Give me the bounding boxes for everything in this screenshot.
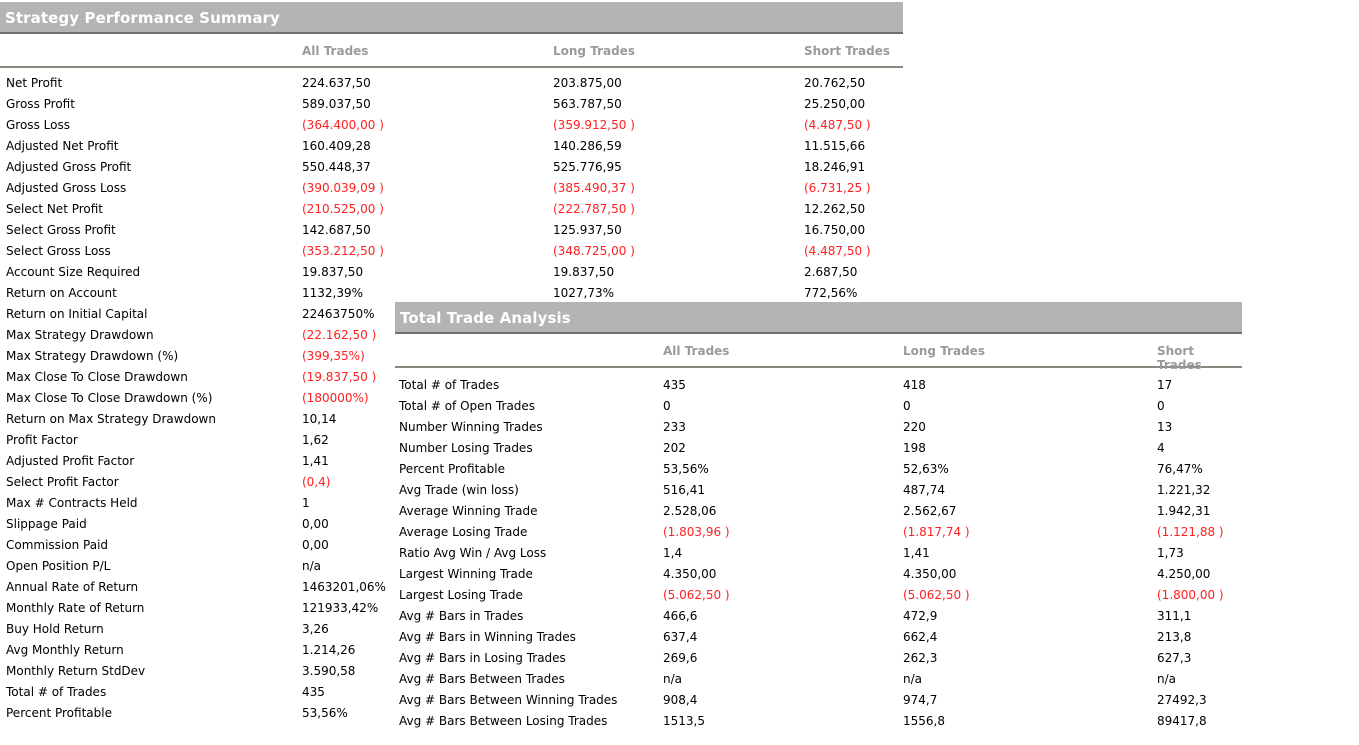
row-label: Adjusted Profit Factor — [6, 454, 135, 468]
panel-title: Strategy Performance Summary — [5, 9, 280, 27]
row-label: Monthly Rate of Return — [6, 601, 145, 615]
row-label: Total # of Trades — [6, 685, 107, 699]
value-long-trades: 198 — [903, 441, 926, 455]
value-all-trades: (19.837,50 ) — [302, 370, 377, 384]
value-all-trades: 1 — [302, 496, 310, 510]
column-header-long-trades: Long Trades — [903, 344, 985, 358]
row-label: Gross Profit — [6, 97, 75, 111]
table-row — [395, 711, 1242, 732]
value-long-trades: 662,4 — [903, 630, 938, 644]
value-all-trades: 53,56% — [663, 462, 709, 476]
value-all-trades: 1,4 — [663, 546, 683, 560]
value-short-trades: 1.942,31 — [1157, 504, 1211, 518]
table-row — [395, 459, 1242, 480]
trade-analysis-rows — [395, 375, 1242, 732]
row-label: Adjusted Gross Loss — [6, 181, 127, 195]
value-long-trades: 1027,73% — [553, 286, 615, 300]
value-all-trades: (22.162,50 ) — [302, 328, 377, 342]
table-row — [0, 73, 903, 94]
row-label: Percent Profitable — [399, 462, 505, 476]
value-short-trades: 2.687,50 — [804, 265, 858, 279]
value-all-trades: 1513,5 — [663, 714, 705, 728]
value-short-trades: 4 — [1157, 441, 1165, 455]
table-row — [395, 669, 1242, 690]
row-label: Profit Factor — [6, 433, 78, 447]
row-label: Max # Contracts Held — [6, 496, 138, 510]
value-all-trades: (210.525,00 ) — [302, 202, 384, 216]
value-short-trades: 12.262,50 — [804, 202, 866, 216]
value-all-trades: 2.528,06 — [663, 504, 717, 518]
value-short-trades: 76,47% — [1157, 462, 1203, 476]
value-all-trades: 637,4 — [663, 630, 698, 644]
row-label: Open Position P/L — [6, 559, 111, 573]
value-short-trades: 17 — [1157, 378, 1173, 392]
value-all-trades: 22463750% — [302, 307, 375, 321]
row-label: Select Gross Loss — [6, 244, 111, 258]
value-short-trades: n/a — [1157, 672, 1177, 686]
value-all-trades: 908,4 — [663, 693, 698, 707]
row-label: Avg Monthly Return — [6, 643, 124, 657]
value-long-trades: 487,74 — [903, 483, 945, 497]
value-short-trades: (6.731,25 ) — [804, 181, 871, 195]
value-all-trades: n/a — [663, 672, 683, 686]
value-all-trades: 435 — [663, 378, 686, 392]
value-short-trades: 89417,8 — [1157, 714, 1207, 728]
value-all-trades: (399,35%) — [302, 349, 365, 363]
value-long-trades: 140.286,59 — [553, 139, 622, 153]
value-all-trades: 0,00 — [302, 517, 329, 531]
value-long-trades: (5.062,50 ) — [903, 588, 970, 602]
value-short-trades: (1.800,00 ) — [1157, 588, 1224, 602]
row-label: Percent Profitable — [6, 706, 112, 720]
table-row — [0, 94, 903, 115]
table-row — [395, 480, 1242, 501]
value-all-trades: 53,56% — [302, 706, 348, 720]
value-short-trades: 213,8 — [1157, 630, 1192, 644]
value-all-trades: 4.350,00 — [663, 567, 717, 581]
value-long-trades: (1.817,74 ) — [903, 525, 970, 539]
value-all-trades: 1132,39% — [302, 286, 364, 300]
value-long-trades: 19.837,50 — [553, 265, 615, 279]
value-long-trades: 472,9 — [903, 609, 938, 623]
value-all-trades: 3,26 — [302, 622, 329, 636]
value-long-trades: (222.787,50 ) — [553, 202, 635, 216]
value-long-trades: 262,3 — [903, 651, 938, 665]
table-row — [0, 115, 903, 136]
value-all-trades: 1,62 — [302, 433, 329, 447]
row-label: Max Strategy Drawdown — [6, 328, 154, 342]
value-long-trades: 2.562,67 — [903, 504, 957, 518]
column-headers — [395, 334, 1242, 372]
total-trade-analysis-panel — [395, 302, 1242, 742]
value-all-trades: 121933,42% — [302, 601, 379, 615]
value-short-trades: 1.221,32 — [1157, 483, 1211, 497]
row-label: Return on Account — [6, 286, 117, 300]
row-label: Return on Max Strategy Drawdown — [6, 412, 216, 426]
value-all-trades: 550.448,37 — [302, 160, 371, 174]
value-short-trades: (4.487,50 ) — [804, 118, 871, 132]
row-label: Adjusted Net Profit — [6, 139, 119, 153]
value-all-trades: 224.637,50 — [302, 76, 371, 90]
table-row — [0, 262, 903, 283]
value-all-trades: 19.837,50 — [302, 265, 364, 279]
table-row — [395, 690, 1242, 711]
row-label: Ratio Avg Win / Avg Loss — [399, 546, 547, 560]
row-label: Max Close To Close Drawdown — [6, 370, 188, 384]
table-row — [0, 199, 903, 220]
table-row — [0, 220, 903, 241]
value-all-trades: 1,41 — [302, 454, 329, 468]
row-label: Total # of Open Trades — [399, 399, 536, 413]
value-all-trades: 233 — [663, 420, 686, 434]
panel-title: Total Trade Analysis — [400, 309, 571, 327]
value-all-trades: 1463201,06% — [302, 580, 386, 594]
row-label: Avg # Bars in Losing Trades — [399, 651, 566, 665]
value-all-trades: (390.039,09 ) — [302, 181, 384, 195]
row-label: Avg # Bars Between Trades — [399, 672, 565, 686]
value-all-trades: 589.037,50 — [302, 97, 371, 111]
table-row — [0, 178, 903, 199]
table-row — [395, 375, 1242, 396]
column-header-long-trades: Long Trades — [553, 44, 635, 58]
row-label: Net Profit — [6, 76, 63, 90]
value-short-trades: (1.121,88 ) — [1157, 525, 1224, 539]
value-long-trades: 563.787,50 — [553, 97, 622, 111]
value-all-trades: 269,6 — [663, 651, 698, 665]
panel-header — [0, 2, 903, 34]
value-all-trades: 142.687,50 — [302, 223, 371, 237]
row-label: Avg Trade (win loss) — [399, 483, 519, 497]
value-all-trades: (180000%) — [302, 391, 369, 405]
value-short-trades: 772,56% — [804, 286, 858, 300]
value-short-trades: 311,1 — [1157, 609, 1192, 623]
value-short-trades: 627,3 — [1157, 651, 1192, 665]
value-all-trades: (5.062,50 ) — [663, 588, 730, 602]
row-label: Average Losing Trade — [399, 525, 528, 539]
value-short-trades: 13 — [1157, 420, 1173, 434]
value-long-trades: 974,7 — [903, 693, 938, 707]
value-short-trades: 11.515,66 — [804, 139, 866, 153]
value-long-trades: 0 — [903, 399, 911, 413]
panel-header — [395, 302, 1242, 334]
value-long-trades: 125.937,50 — [553, 223, 622, 237]
value-all-trades: 0,00 — [302, 538, 329, 552]
value-long-trades: (359.912,50 ) — [553, 118, 635, 132]
value-all-trades: (364.400,00 ) — [302, 118, 384, 132]
table-row — [395, 417, 1242, 438]
row-label: Slippage Paid — [6, 517, 87, 531]
value-all-trades: 435 — [302, 685, 325, 699]
row-label: Largest Losing Trade — [399, 588, 523, 602]
row-label: Buy Hold Return — [6, 622, 104, 636]
table-row — [395, 627, 1242, 648]
column-header-short-trades: Short Trades — [804, 44, 891, 58]
value-long-trades: 525.776,95 — [553, 160, 622, 174]
value-long-trades: 418 — [903, 378, 926, 392]
value-all-trades: 10,14 — [302, 412, 337, 426]
value-all-trades: (1.803,96 ) — [663, 525, 730, 539]
row-label: Annual Rate of Return — [6, 580, 139, 594]
table-row — [395, 564, 1242, 585]
value-all-trades: n/a — [302, 559, 322, 573]
table-row — [395, 501, 1242, 522]
row-label: Avg # Bars in Winning Trades — [399, 630, 576, 644]
value-long-trades: 1556,8 — [903, 714, 945, 728]
value-all-trades: 1.214,26 — [302, 643, 356, 657]
value-short-trades: 18.246,91 — [804, 160, 866, 174]
value-short-trades: 25.250,00 — [804, 97, 866, 111]
table-row — [395, 522, 1242, 543]
value-all-trades: (0,4) — [302, 475, 331, 489]
value-short-trades: (4.487,50 ) — [804, 244, 871, 258]
table-row — [395, 585, 1242, 606]
value-long-trades: n/a — [903, 672, 923, 686]
value-all-trades: 516,41 — [663, 483, 705, 497]
row-label: Account Size Required — [6, 265, 141, 279]
value-all-trades: 0 — [663, 399, 671, 413]
row-label: Select Gross Profit — [6, 223, 116, 237]
row-label: Select Profit Factor — [6, 475, 119, 489]
value-all-trades: 466,6 — [663, 609, 698, 623]
row-label: Avg # Bars Between Losing Trades — [399, 714, 608, 728]
row-label: Commission Paid — [6, 538, 109, 552]
value-all-trades: 160.409,28 — [302, 139, 371, 153]
column-headers — [0, 34, 903, 68]
value-short-trades: 0 — [1157, 399, 1165, 413]
table-row — [0, 157, 903, 178]
value-short-trades: 4.250,00 — [1157, 567, 1211, 581]
value-long-trades: 203.875,00 — [553, 76, 622, 90]
row-label: Gross Loss — [6, 118, 70, 132]
row-label: Largest Winning Trade — [399, 567, 533, 581]
row-label: Average Winning Trade — [399, 504, 538, 518]
row-label: Select Net Profit — [6, 202, 104, 216]
value-all-trades: (353.212,50 ) — [302, 244, 384, 258]
row-label: Return on Initial Capital — [6, 307, 148, 321]
table-row — [395, 438, 1242, 459]
table-row — [395, 396, 1242, 417]
row-label: Max Close To Close Drawdown (%) — [6, 391, 213, 405]
column-header-all-trades: All Trades — [302, 44, 369, 58]
value-short-trades: 16.750,00 — [804, 223, 866, 237]
value-short-trades: 1,73 — [1157, 546, 1184, 560]
value-long-trades: 220 — [903, 420, 926, 434]
value-short-trades: 20.762,50 — [804, 76, 866, 90]
column-header-short-trades: Short Trades — [1157, 344, 1202, 372]
value-all-trades: 3.590,58 — [302, 664, 356, 678]
value-long-trades: 52,63% — [903, 462, 949, 476]
row-label: Monthly Return StdDev — [6, 664, 146, 678]
table-row — [0, 283, 903, 304]
row-label: Avg # Bars Between Winning Trades — [399, 693, 618, 707]
value-all-trades: 202 — [663, 441, 686, 455]
value-long-trades: (348.725,00 ) — [553, 244, 635, 258]
value-short-trades: 27492,3 — [1157, 693, 1207, 707]
value-long-trades: 1,41 — [903, 546, 930, 560]
table-row — [0, 136, 903, 157]
table-row — [395, 648, 1242, 669]
value-long-trades: 4.350,00 — [903, 567, 957, 581]
table-row — [395, 543, 1242, 564]
row-label: Number Winning Trades — [399, 420, 543, 434]
row-label: Total # of Trades — [399, 378, 500, 392]
row-label: Avg # Bars in Trades — [399, 609, 524, 623]
row-label: Number Losing Trades — [399, 441, 533, 455]
column-header-all-trades: All Trades — [663, 344, 730, 358]
table-row — [395, 606, 1242, 627]
table-row — [0, 241, 903, 262]
row-label: Adjusted Gross Profit — [6, 160, 132, 174]
value-long-trades: (385.490,37 ) — [553, 181, 635, 195]
row-label: Max Strategy Drawdown (%) — [6, 349, 179, 363]
